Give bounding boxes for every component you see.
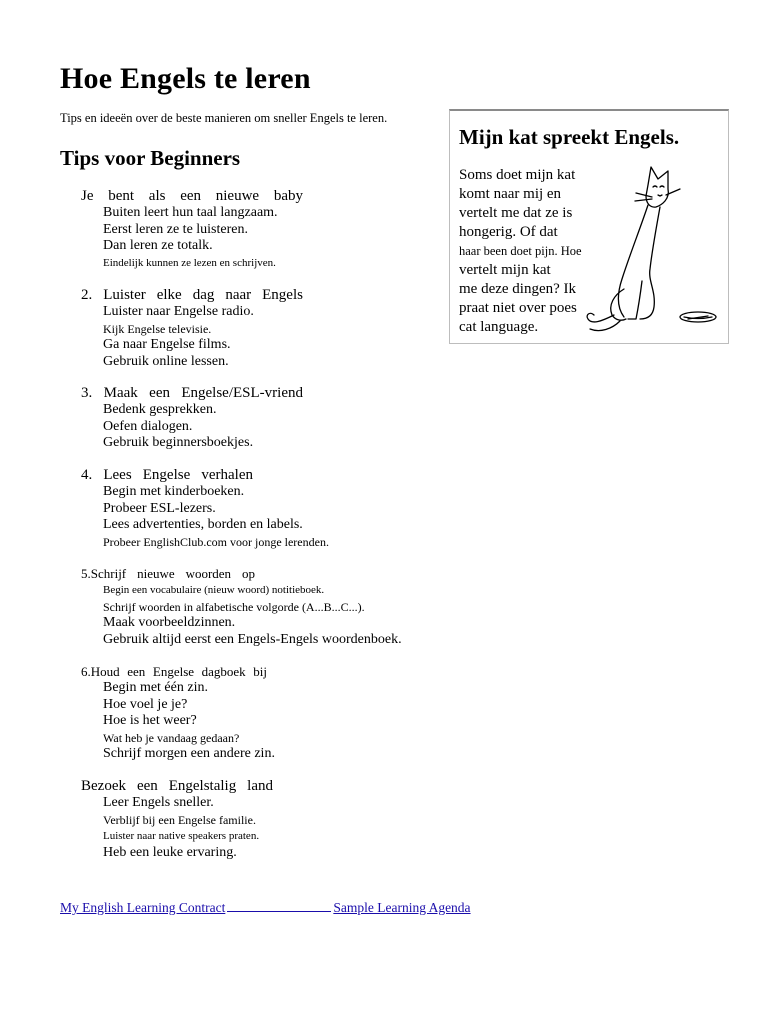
footer-links bbox=[60, 899, 471, 916]
tip-heading: 4. Lees Engelse verhalen bbox=[81, 467, 253, 483]
list-item: Dan leren ze totalk. bbox=[103, 238, 213, 253]
list-item: Begin een vocabulaire (nieuw woord) notitieboek. bbox=[103, 584, 325, 596]
list-item: Gebruik beginnersboekjes. bbox=[103, 435, 254, 450]
list-item: Verblijf bij een Engelse familie. bbox=[103, 812, 256, 827]
cat-sidebar-box bbox=[449, 109, 729, 344]
list-item: Lees advertenties, borden en labels. bbox=[103, 517, 303, 532]
list-item: Ga naar Engelse films. bbox=[103, 337, 231, 352]
page-title: Hoe Engels te leren bbox=[60, 62, 311, 95]
tip-section-read bbox=[81, 467, 329, 550]
link-underline-gap bbox=[227, 899, 331, 912]
list-item: Luister naar Engelse radio. bbox=[103, 304, 254, 319]
list-item: Bedenk gesprekken. bbox=[103, 402, 217, 417]
tip-heading: 5.Schrijf nieuwe woorden op bbox=[81, 566, 255, 581]
tip-heading: 6.Houd een Engelse dagboek bij bbox=[81, 664, 267, 679]
list-item: Hoe is het weer? bbox=[103, 713, 197, 728]
tip-heading: Bezoek een Engelstalig land bbox=[81, 778, 273, 794]
story-line: Soms doet mijn kat bbox=[459, 167, 576, 183]
tip-heading: 2. Luister elke dag naar Engels bbox=[81, 287, 303, 303]
learning-contract-link[interactable]: My English Learning Contract bbox=[60, 900, 226, 915]
story-line: haar been doet pijn. Hoe bbox=[459, 244, 582, 258]
sidebar-title: Mijn kat spreekt Engels. bbox=[459, 125, 680, 149]
list-item: Luister naar native speakers praten. bbox=[103, 830, 260, 842]
list-item: Schrijf morgen een andere zin. bbox=[103, 746, 275, 761]
tip-section-diary bbox=[81, 663, 303, 763]
list-item: Begin met kinderboeken. bbox=[103, 484, 245, 499]
list-item: Eerst leren ze te luisteren. bbox=[103, 221, 248, 237]
story-line: komt naar mij en bbox=[459, 186, 562, 202]
story-line: vertelt mijn kat bbox=[459, 262, 551, 278]
section-heading: Tips voor Beginners bbox=[60, 146, 241, 170]
list-item: Gebruik altijd eerst een Engels-Engels woordenboek. bbox=[103, 631, 402, 647]
tip-heading: Je bent als een nieuwe baby bbox=[81, 188, 303, 204]
story-line: me deze dingen? Ik bbox=[459, 281, 577, 297]
list-item: Wat heb je vandaag gedaan? bbox=[103, 730, 240, 745]
story-line: cat language. bbox=[459, 319, 539, 335]
list-item: Begin met één zin. bbox=[103, 680, 208, 695]
list-item: Heb een leuke ervaring. bbox=[103, 844, 237, 860]
story-line: praat niet over poes bbox=[459, 300, 577, 316]
learning-agenda-link[interactable]: Sample Learning Agenda bbox=[333, 900, 471, 915]
tip-section-listen bbox=[81, 287, 303, 370]
tip-heading: 3. Maak een Engelse/ESL-vriend bbox=[81, 385, 303, 401]
list-item: Leer Engels sneller. bbox=[103, 795, 214, 810]
tip-section-baby bbox=[81, 188, 303, 271]
tip-section-write bbox=[81, 565, 402, 648]
list-item: Gebruik online lessen. bbox=[103, 353, 229, 369]
list-item: Buiten leert hun taal langzaam. bbox=[103, 205, 278, 220]
list-item: Schrijf woorden in alfabetische volgorde (A...B...C...). bbox=[103, 599, 365, 614]
list-item: Eindelijk kunnen ze lezen en schrijven. bbox=[103, 256, 276, 269]
list-item: Kijk Engelse televisie. bbox=[103, 321, 212, 336]
list-item: Maak voorbeeldzinnen. bbox=[103, 615, 236, 630]
tip-section-friend bbox=[81, 385, 303, 452]
list-item: Probeer ESL-lezers. bbox=[103, 500, 216, 516]
tip-section-visit bbox=[81, 778, 273, 861]
list-item: Probeer EnglishClub.com voor jonge lerenden. bbox=[103, 534, 329, 549]
story-line: hongerig. Of dat bbox=[459, 224, 558, 240]
list-item: Oefen dialogen. bbox=[103, 418, 193, 434]
list-item: Hoe voel je je? bbox=[103, 696, 188, 712]
page-subtitle: Tips en ideeën over de beste manieren om sneller Engels te leren. bbox=[60, 111, 388, 125]
sidebar-story bbox=[459, 166, 649, 337]
story-line: vertelt me dat ze is bbox=[459, 205, 573, 221]
